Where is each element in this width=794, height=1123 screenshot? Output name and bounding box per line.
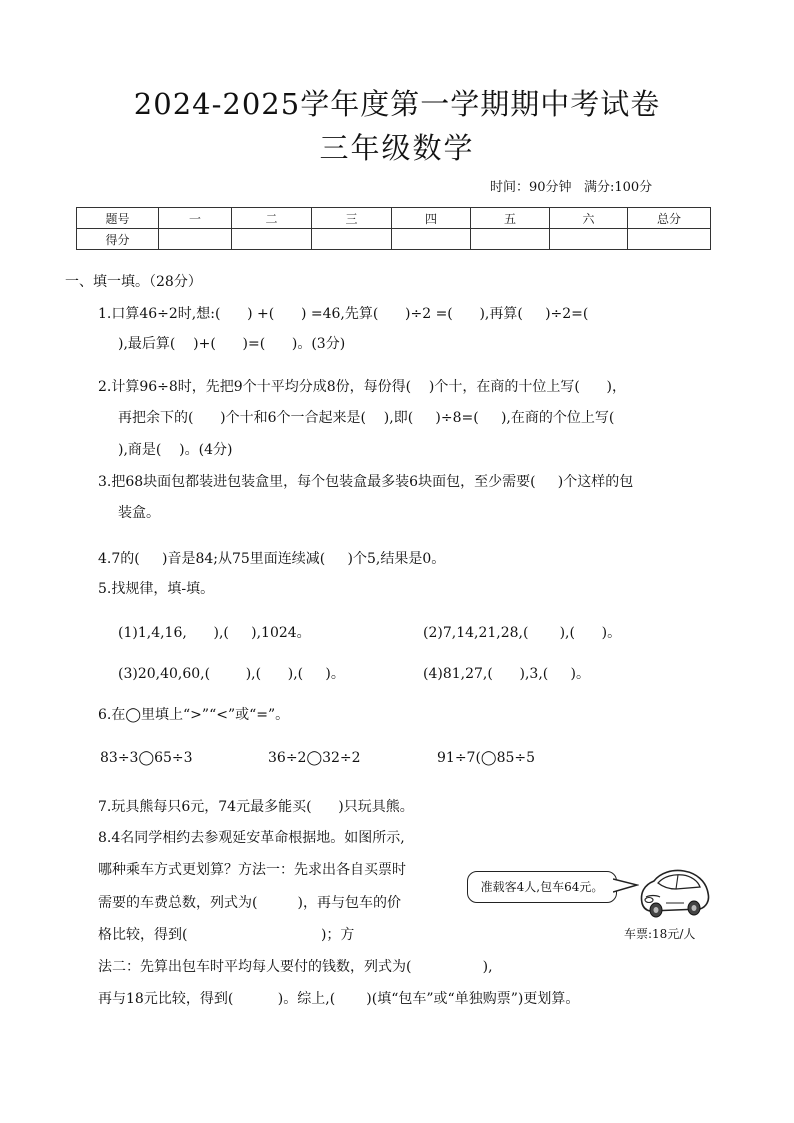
table-header-cell: 六 (550, 208, 628, 229)
table-header-cell: 三 (312, 208, 392, 229)
compare-item: 36÷2◯32÷2 (268, 750, 361, 766)
question-line: 3.把68块面包都装进包装盒里，每个包装盒最多装6块面包，至少需要( )个这样的包 (98, 474, 634, 490)
table-header-cell: 一 (159, 208, 232, 229)
question-line: 再把余下的( )个十和6个一合起来是( ),即( )÷8=( ),在商的个位上写( (118, 410, 615, 426)
question-line: 需要的车费总数，列式为( )，再与包车的价 (98, 895, 401, 911)
question-line: 2.计算96÷8时，先把9个十平均分成8份，每份得( )个十，在商的十位上写( )， (98, 379, 626, 395)
section-heading: 一、填一填。（28分） (65, 274, 202, 290)
page-subtitle: 三年级数学 (319, 131, 475, 165)
question-line: 再与18元比较，得到( )。综上,( )(填“包车”或“单独购票”)更划算。 (98, 991, 580, 1007)
score-cell[interactable] (312, 229, 392, 250)
question-line: 8.4名同学相约去参观延安革命根据地。如图所示, (98, 830, 405, 846)
score-cell[interactable] (392, 229, 471, 250)
exam-meta: 时间：90分钟 满分:100分 (490, 180, 653, 195)
table-row-label: 得分 (77, 229, 159, 250)
question-line: 1.口算46÷2时,想:( ) +( ) =46,先算( )÷2 =( ),再算( )÷2=( (98, 306, 589, 322)
question-line: 4.7的( )音是84;从75里面连续减( )个5,结果是0。 (98, 551, 446, 567)
question-line: ),商是( )。(4分) (118, 442, 233, 458)
pattern-item: (2)7,14,21,28,( ),( )。 (423, 625, 622, 641)
table-header-cell: 五 (471, 208, 550, 229)
question-line: 格比较，得到( )；方 (98, 927, 355, 943)
compare-item: 91÷7(◯85÷5 (437, 750, 536, 766)
page-title: 2024-2025学年度第一学期期中考试卷 (133, 87, 661, 121)
question-line: 哪种乘车方式更划算？方法一：先求出各自买票时 (98, 862, 406, 878)
score-table-header-row (77, 208, 711, 229)
question-line: 7.玩具熊每只6元，74元最多能买( )只玩具熊。 (98, 799, 414, 815)
score-table-score-row (77, 229, 711, 250)
score-cell[interactable] (471, 229, 550, 250)
question-line: ),最后算( )+( )=( )。(3分) (118, 336, 346, 352)
fare-label: 车票:18元/人 (624, 927, 696, 941)
score-cell[interactable] (232, 229, 312, 250)
score-cell[interactable] (628, 229, 711, 250)
pattern-item: (1)1,4,16, ),( ),1024。 (118, 625, 311, 641)
compare-item: 83÷3◯65÷3 (100, 750, 193, 766)
car-icon (636, 863, 712, 921)
score-table (76, 207, 711, 250)
pattern-item: (4)81,27,( ),3,( )。 (423, 666, 590, 682)
pattern-item: (3)20,40,60,( ),( ),( )。 (118, 666, 345, 682)
question-line: 6.在◯里填上“>”“<”或“=”。 (98, 707, 290, 723)
score-cell[interactable] (550, 229, 628, 250)
bubble-text: 准载客4人,包车64元。 (480, 880, 604, 894)
question-line: 装盒。 (118, 505, 160, 521)
table-header-cell: 总分 (628, 208, 711, 229)
table-header-cell: 四 (392, 208, 471, 229)
question-line: 5.找规律，填-填。 (98, 581, 215, 597)
speech-bubble (467, 871, 617, 903)
question-line: 法二：先算出包车时平均每人要付的钱数，列式为( ), (98, 959, 493, 975)
score-cell[interactable] (159, 229, 232, 250)
table-header-cell: 二 (232, 208, 312, 229)
table-header-cell: 题号 (77, 208, 159, 229)
